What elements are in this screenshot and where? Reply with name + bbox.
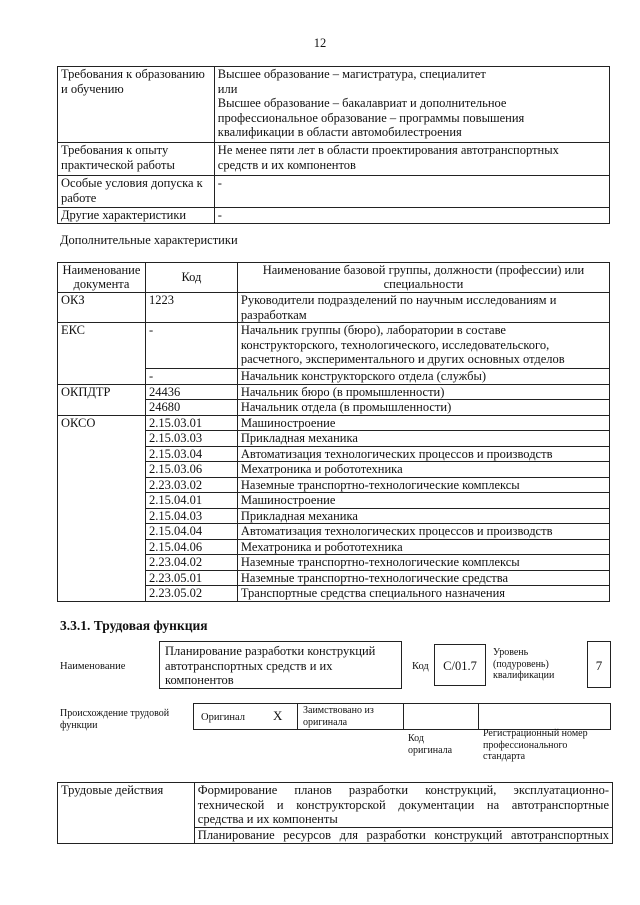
name-cell: Машиностроение: [237, 415, 609, 431]
table-row: [58, 384, 610, 400]
name-cell: Транспортные средства специального назначения: [237, 586, 609, 602]
requirement-value: [214, 176, 609, 208]
code-cell: 2.23.04.02: [145, 555, 237, 571]
text-line: стандарта: [483, 751, 526, 762]
code-cell: 2.15.04.03: [145, 508, 237, 524]
text-line: технической и конструкторской документации на автотранспортные: [197, 797, 609, 812]
name-cell: Начальник отдела (в промышленности): [237, 400, 609, 416]
text-line: -: [217, 176, 222, 190]
column-header: Наименование базовой группы, должности (профессии) или специальности: [237, 263, 609, 293]
origin-grid: [193, 703, 611, 730]
code-cell: 2.15.03.01: [145, 415, 237, 431]
name-cell: Начальник бюро (в промышленности): [237, 384, 609, 400]
name-cell: Руководители подразделений по научным исследованиям и разработкам: [237, 293, 609, 323]
text-line: Высшее образование – магистратура, специалитет: [217, 67, 486, 81]
requirement-label: Другие характеристики: [58, 208, 215, 224]
table-row: [58, 783, 613, 828]
doc-name: ЕКС: [58, 323, 146, 385]
registration-label: [483, 728, 588, 763]
text-line: Формирование планов разработки конструкций, эксплуатационно-: [197, 783, 609, 797]
name-label: Наименование: [60, 661, 126, 672]
text-line: (подуровень): [493, 658, 549, 670]
text-line: Не менее пяти лет в области проектирования автотранспортных: [217, 143, 559, 157]
text-line: Регистрационный номер: [483, 728, 588, 739]
text-line: оригинала: [303, 716, 348, 728]
requirement-label: Требования к опыту практической работы: [58, 143, 215, 176]
code-cell: 2.15.04.01: [145, 493, 237, 509]
text-line: средства и их компоненты: [197, 812, 338, 826]
table-row: [58, 293, 610, 323]
table-row: [58, 415, 610, 431]
name-cell: Наземные транспортно-технологические комплексы: [237, 555, 609, 571]
requirements-table: [57, 66, 610, 224]
code-cell: 2.23.05.01: [145, 570, 237, 586]
name-cell: Машиностроение: [237, 493, 609, 509]
divider: [403, 703, 404, 730]
function-code-box: C/01.7: [434, 644, 486, 686]
text-line: Заимствовано из: [303, 705, 374, 716]
original-mark: X: [273, 708, 283, 723]
code-label: Код: [412, 661, 429, 672]
borrowed-label: [303, 705, 374, 728]
origin-label: [60, 708, 169, 731]
text-line: функции: [60, 719, 98, 731]
requirement-label: Требования к образованию и обучению: [58, 67, 215, 143]
text-line: Происхождение трудовой: [60, 708, 170, 719]
requirement-value: [214, 143, 609, 176]
text-line: или: [217, 81, 238, 96]
function-name-box: [159, 641, 402, 689]
additional-table: [57, 262, 610, 602]
text-line: оригинала: [408, 744, 453, 756]
requirement-value: [214, 67, 609, 143]
name-cell: Мехатроника и робототехника: [237, 462, 609, 478]
text-line: квалификации: [493, 670, 555, 681]
code-cell: 2.23.03.02: [145, 477, 237, 493]
text-line: профессионального: [483, 739, 568, 751]
text-line: средств и их компонентов: [217, 157, 356, 172]
doc-name: ОКПДТР: [58, 384, 146, 415]
table-row: [58, 176, 610, 208]
code-cell: 2.15.03.04: [145, 446, 237, 462]
name-cell: Прикладная механика: [237, 508, 609, 524]
name-cell: Начальник группы (бюро), лаборатории в составе конструкторского, технологического, исследовательского, расчетного, экспериментального и других основных отделов: [237, 323, 609, 369]
code-original-label: [408, 733, 452, 756]
requirement-value: [214, 208, 609, 224]
doc-name: ОКСО: [58, 415, 146, 601]
text-line: автотранспортных средств и их: [165, 658, 333, 673]
name-cell: Прикладная механика: [237, 431, 609, 447]
original-label: Оригинал: [201, 712, 245, 723]
code-cell: 24436: [145, 384, 237, 400]
text-line: компонентов: [165, 673, 234, 687]
name-cell: Наземные транспортно-технологические комплексы: [237, 477, 609, 493]
text-line: -: [217, 208, 222, 222]
table-row: [58, 67, 610, 143]
table-header-row: [58, 263, 610, 293]
name-cell: Мехатроника и робототехника: [237, 539, 609, 555]
code-cell: 2.23.05.02: [145, 586, 237, 602]
text-line: Высшее образование – бакалавриат и дополнительное: [217, 96, 507, 110]
column-header: Код: [145, 263, 237, 293]
name-cell: Автоматизация технологических процессов и производств: [237, 524, 609, 540]
requirement-label: Особые условия допуска к работе: [58, 176, 215, 208]
text-line: Планирование разработки конструкций: [165, 644, 376, 658]
level-label: [493, 647, 554, 682]
code-cell: -: [145, 323, 237, 369]
text-line: квалификации в области автомобилестроения: [217, 125, 462, 139]
code-cell: -: [145, 369, 237, 385]
code-cell: 2.15.03.06: [145, 462, 237, 478]
section-title: Дополнительные характеристики: [60, 233, 238, 247]
text-line: Уровень: [493, 647, 529, 658]
action-item: [194, 783, 612, 828]
code-cell: 1223: [145, 293, 237, 323]
level-value-box: 7: [587, 641, 611, 688]
text-line: профессиональное образование – программы повышения: [217, 110, 525, 125]
divider: [478, 703, 479, 730]
actions-label: Трудовые действия: [58, 783, 195, 844]
text-line: Планирование ресурсов для разработки конструкций автотранспортных: [197, 828, 609, 842]
divider: [297, 703, 298, 730]
action-item: [194, 828, 612, 844]
code-cell: 2.15.03.03: [145, 431, 237, 447]
text-line: Код: [408, 733, 424, 744]
name-cell: Автоматизация технологических процессов и производств: [237, 446, 609, 462]
name-cell: Начальник конструкторского отдела (службы): [237, 369, 609, 385]
table-row: [58, 143, 610, 176]
table-row: [58, 323, 610, 369]
table-row: [58, 208, 610, 224]
function-heading: 3.3.1. Трудовая функция: [60, 618, 208, 633]
name-cell: Наземные транспортно-технологические средства: [237, 570, 609, 586]
actions-table: [57, 782, 613, 844]
page-number: 12: [313, 36, 327, 50]
column-header: Наименование документа: [58, 263, 146, 293]
doc-name: ОКЗ: [58, 293, 146, 323]
code-cell: 2.15.04.04: [145, 524, 237, 540]
code-cell: 24680: [145, 400, 237, 416]
code-cell: 2.15.04.06: [145, 539, 237, 555]
